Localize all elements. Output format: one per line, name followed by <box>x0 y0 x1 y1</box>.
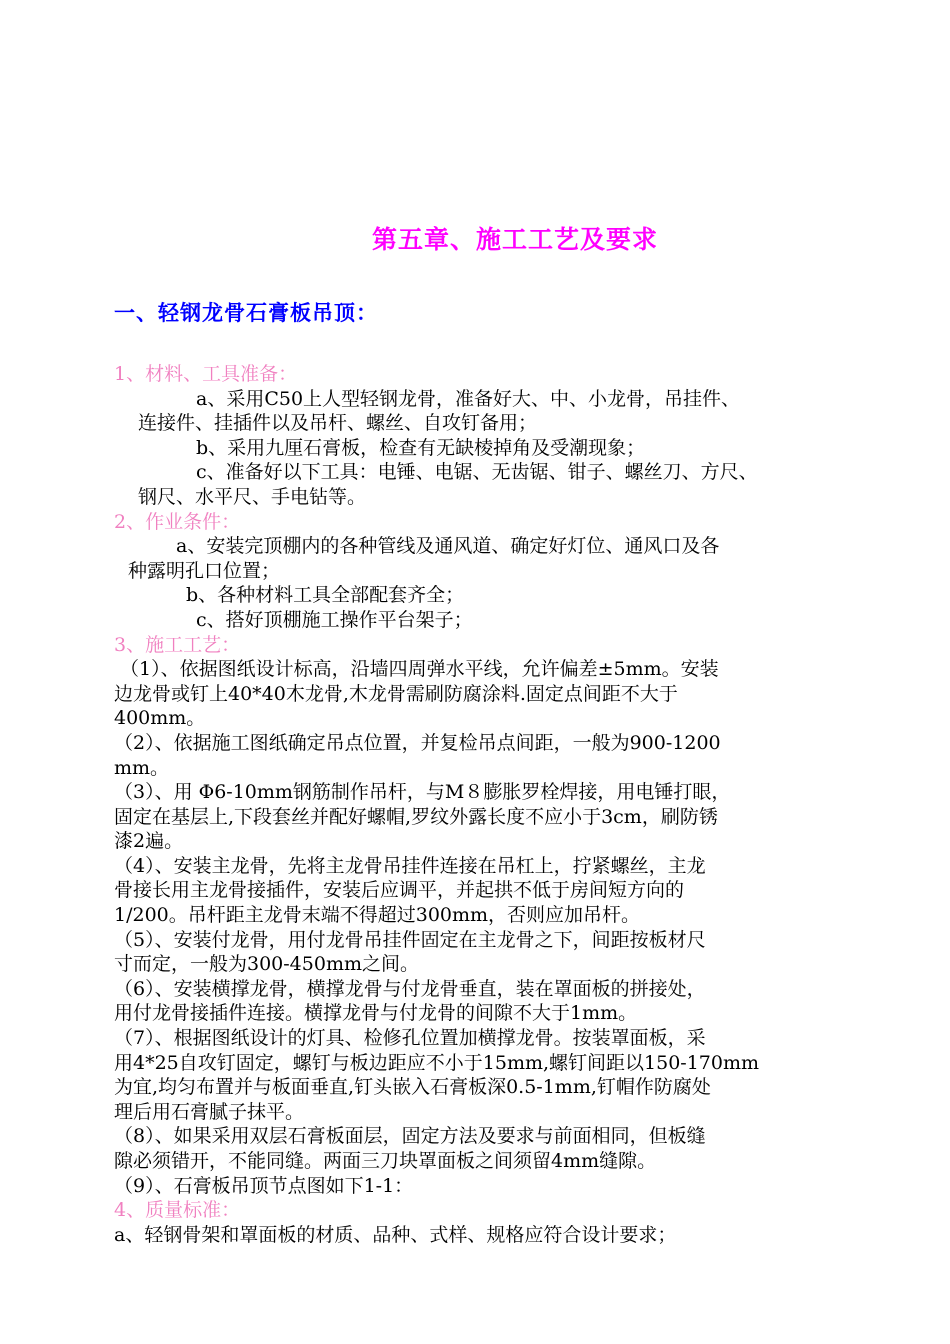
subsection-heading: 1、材料、工具准备： <box>114 363 298 385</box>
paragraph-line: （7）、根据图纸设计的灯具、检修孔位置加横撑龙骨。按装罩面板，采 <box>114 1027 706 1050</box>
paragraph-line: 400mm。 <box>114 707 206 730</box>
paragraph-line: 理后用石膏腻子抹平。 <box>114 1100 305 1123</box>
paragraph-line: mm。 <box>114 756 170 779</box>
paragraph-line: 为宜,均匀布置并与板面垂直,钉头嵌入石膏板深0.5-1mm,钉帽作防腐处 <box>114 1076 711 1099</box>
subsection-heading: 3、施工工艺： <box>114 633 241 656</box>
paragraph-line: a、轻钢骨架和罩面板的材质、品种、式样、规格应符合设计要求； <box>114 1223 677 1246</box>
paragraph-line: 边龙骨或钉上40*40木龙骨,木龙骨需刷防腐涂料.固定点间距不大于 <box>114 682 678 705</box>
section-title: 一、轻钢龙骨石膏板吊顶： <box>114 300 378 325</box>
paragraph-line: b、各种材料工具全部配套齐全； <box>186 584 465 607</box>
paragraph-line: （6）、安装横撑龙骨，横撑龙骨与付龙骨垂直，装在罩面板的拼接处， <box>114 977 706 1000</box>
paragraph-line: 骨接长用主龙骨接插件，安装后应调平，并起拱不低于房间短方向的 <box>114 879 685 902</box>
paragraph-line: a、安装完顶棚内的各种管线及通风道、确定好灯位、通风口及各 <box>176 535 720 558</box>
chapter-title: 第五章、施工工艺及要求 <box>371 225 658 254</box>
paragraph-line: 1/200。吊杆距主龙骨末端不得超过300mm，否则应加吊杆。 <box>114 904 641 927</box>
paragraph-line: b、采用九厘石膏板，检查有无缺棱掉角及受潮现象； <box>196 436 646 459</box>
subsection-heading: 2、作业条件： <box>114 510 241 533</box>
paragraph-line: 连接件、挂插件以及吊杆、螺丝、自攻钉备用； <box>138 412 538 435</box>
paragraph-line: （2）、依据施工图纸确定吊点位置，并复检吊点间距，一般为900-1200 <box>114 731 721 754</box>
paragraph-line: 钢尺、水平尺、手电钻等。 <box>138 485 367 508</box>
paragraph-line: c、搭好顶棚施工操作平台架子； <box>196 608 473 631</box>
paragraph-line: 寸而定，一般为300-450mm之间。 <box>114 953 419 976</box>
paragraph-line: c、准备好以下工具：电锤、电锯、无齿锯、钳子、螺丝刀、方尺、 <box>196 461 758 484</box>
paragraph-line: 用4*25自攻钉固定，螺钉与板边距应不小于15mm,螺钉间距以150-170mm <box>114 1051 759 1074</box>
paragraph-line: （8）、如果采用双层石膏板面层，固定方法及要求与前面相同，但板缝 <box>114 1125 706 1148</box>
paragraph-line: （3）、用 Φ6-10mm钢筋制作吊杆，与M８膨胀罗栓焊接，用电锤打眼， <box>114 781 731 804</box>
document-body <box>114 362 894 1247</box>
paragraph-line: 固定在基层上,下段套丝并配好螺帽,罗纹外露长度不应小于3cm，刷防锈 <box>114 805 718 828</box>
subsection-heading: 4、质量标准： <box>114 1199 241 1222</box>
paragraph-line: （1）、依据图纸设计标高，沿墙四周弹水平线，允许偏差±5mm。安装 <box>120 658 719 681</box>
paragraph-line: 用付龙骨接插件连接。横撑龙骨与付龙骨的间隙不大于1mm。 <box>114 1002 638 1025</box>
paragraph-line: （4）、安装主龙骨，先将主龙骨吊挂件连接在吊杠上，拧紧螺丝，主龙 <box>114 854 706 877</box>
paragraph-line: 种露明孔口位置； <box>128 559 281 582</box>
paragraph-line: 隙必须错开，不能同缝。两面三刀块罩面板之间须留4mm缝隙。 <box>114 1150 657 1172</box>
paragraph-line: 漆2遍。 <box>114 830 184 853</box>
paragraph-line: （5）、安装付龙骨，用付龙骨吊挂件固定在主龙骨之下，间距按板材尺 <box>114 928 706 951</box>
paragraph-line: a、采用C50上人型轻钢龙骨，准备好大、中、小龙骨，吊挂件、 <box>196 387 741 410</box>
paragraph-line: （9）、石膏板吊顶节点图如下1-1： <box>114 1174 414 1197</box>
